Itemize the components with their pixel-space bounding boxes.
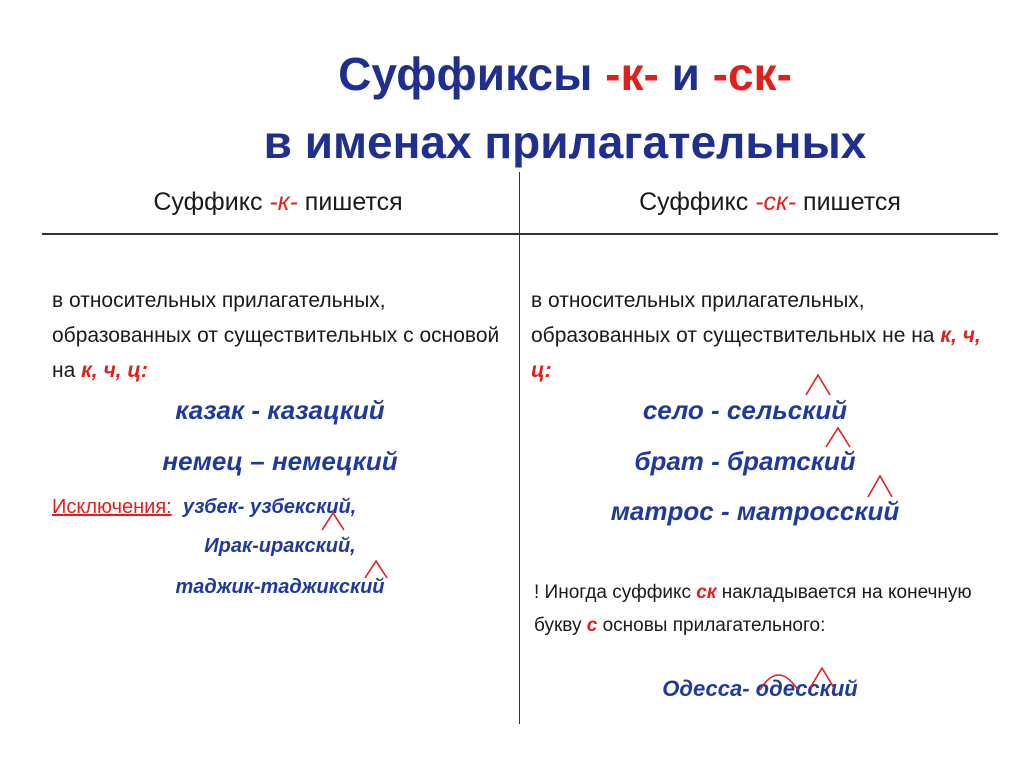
suffix-mark-brat	[826, 428, 850, 447]
right-example-1: село - сельский	[642, 395, 848, 425]
right-rule-letters: к, ч, ц:	[531, 324, 981, 382]
title-suffix-sk: -ск-	[712, 48, 792, 100]
left-rule-letters: к, ч, ц:	[81, 359, 148, 382]
left-example-2: немец – немецкий	[162, 446, 398, 476]
note-sk: ск	[696, 582, 717, 603]
exceptions-label: Исключения:	[52, 496, 172, 518]
note-prefix: ! Иногда суффикс	[534, 582, 697, 603]
right-head-text: пишется	[796, 188, 901, 216]
note-s: с	[586, 615, 598, 636]
suffix-mark-matros	[868, 476, 892, 497]
right-example-3: матрос - матросский	[610, 496, 900, 526]
exception-2: Ирак-иракский,	[204, 535, 356, 557]
header-divider	[42, 233, 998, 235]
note-middle: накладывается на конечную букву	[534, 582, 972, 636]
exception-3: таджик-таджикский	[175, 576, 385, 598]
note-example: Одесса- одесский	[662, 676, 858, 701]
note-suffix: основы прилагательного:	[597, 615, 826, 636]
overlap-note	[534, 576, 974, 642]
column-divider	[519, 172, 520, 724]
left-column-header	[58, 188, 498, 217]
left-rule-text: в относительных прилагательных, образованных от существительных с основой на	[52, 289, 500, 382]
title-conj: и	[658, 48, 713, 100]
right-head-suffix: -ск-	[755, 188, 797, 216]
exception-1: узбек- узбекский,	[182, 496, 357, 518]
right-rule	[531, 283, 981, 388]
left-example-1: казак - казацкий	[175, 395, 385, 425]
title-line-1	[190, 44, 940, 104]
left-head-prefix: Суффикс	[153, 188, 270, 216]
right-head-prefix: Суффикс	[639, 188, 756, 216]
exceptions-line	[52, 493, 356, 521]
right-rule-text: в относительных прилагательных, образованных от существительных не на	[531, 289, 941, 347]
title-line-2: в именах прилагательных	[263, 116, 867, 168]
left-head-suffix: -к-	[269, 188, 298, 216]
right-column-header	[550, 188, 990, 217]
left-head-text: пишется	[297, 188, 403, 216]
right-example-2: брат - братский	[634, 446, 856, 476]
left-rule	[52, 283, 502, 388]
title-suffix-k: -к-	[605, 48, 659, 100]
title-prefix: Суффиксы	[338, 48, 606, 100]
